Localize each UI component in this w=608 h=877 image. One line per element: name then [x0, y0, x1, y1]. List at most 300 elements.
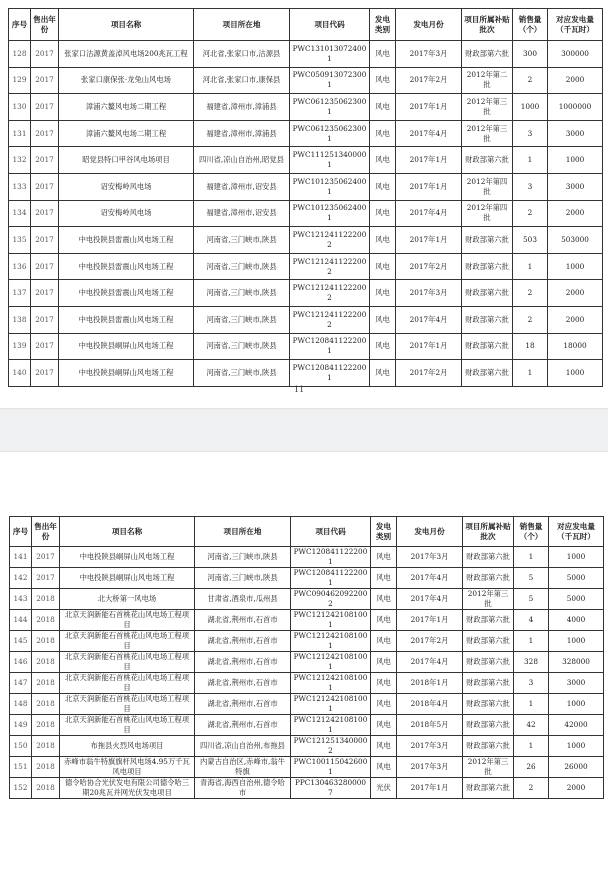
cell-location: 河南省,三门峡市,陕县: [195, 547, 291, 568]
cell-project-code: PWC1212411222002: [290, 253, 370, 280]
table-row: [10, 778, 604, 799]
cell-type: 风电: [371, 694, 397, 715]
cell-year: 2017: [31, 147, 59, 174]
cell-energy: 3000: [548, 120, 603, 147]
cell-serial: 132: [9, 147, 31, 174]
cell-batch: 财政部第六批: [463, 568, 514, 589]
cell-batch: 财政部第六批: [462, 360, 513, 387]
cell-serial: 144: [10, 610, 32, 631]
cell-serial: 129: [9, 67, 31, 94]
table-row: [9, 120, 603, 147]
cell-project-code: PWC0612350623001: [290, 120, 370, 147]
cell-year: 2018: [32, 589, 60, 610]
cell-type: 风电: [370, 227, 396, 254]
cell-project-name: 中电投陕县峒屏山风电场工程: [60, 568, 195, 589]
cell-type: 风电: [371, 736, 397, 757]
cell-quantity: 2: [513, 200, 548, 227]
cell-batch: 财政部第六批: [462, 306, 513, 333]
cell-location: 四川省,凉山自治州,昭觉县: [194, 147, 290, 174]
cell-type: 风电: [370, 360, 396, 387]
cell-quantity: 3: [513, 173, 548, 200]
cell-quantity: 503: [513, 227, 548, 254]
header-energy: 对应发电量（千瓦时）: [549, 517, 604, 547]
cell-project-name: 中电投陕县雷震山风电场工程: [59, 306, 194, 333]
header-location: 项目所在地: [195, 517, 291, 547]
cell-year: 2018: [32, 778, 60, 799]
cell-month: 2017年3月: [396, 41, 462, 68]
cell-quantity: 4: [514, 610, 549, 631]
cell-quantity: 3: [513, 120, 548, 147]
cell-location: 湖北省,荆州市,石首市: [195, 673, 291, 694]
cell-energy: 2000: [548, 200, 603, 227]
cell-energy: 5000: [549, 568, 604, 589]
table-row: [9, 200, 603, 227]
cell-batch: 2012年第三批: [462, 120, 513, 147]
cell-project-code: PWC1212421081001: [291, 652, 371, 673]
cell-project-name: 昭觉县特口甲谷风电场项目: [59, 147, 194, 174]
cell-energy: 1000: [549, 547, 604, 568]
cell-quantity: 1: [514, 694, 549, 715]
cell-serial: 148: [10, 694, 32, 715]
cell-location: 河南省,三门峡市,陕县: [194, 333, 290, 360]
cell-energy: 503000: [548, 227, 603, 254]
cell-year: 2017: [31, 67, 59, 94]
table-row: [9, 280, 603, 307]
cell-serial: 128: [9, 41, 31, 68]
header-type: 发电类别: [370, 9, 396, 41]
cell-location: 湖北省,荆州市,石首市: [195, 631, 291, 652]
cell-location: 河北省,张家口市,康保县: [194, 67, 290, 94]
cell-location: 湖北省,荆州市,石首市: [195, 715, 291, 736]
cell-type: 风电: [370, 280, 396, 307]
cell-project-code: PWC1212421081001: [291, 631, 371, 652]
cell-serial: 149: [10, 715, 32, 736]
cell-project-name: 北京天润新能石首桃花山风电场工程项目: [60, 610, 195, 631]
cell-serial: 138: [9, 306, 31, 333]
cell-project-name: 中电投陕县雷震山风电场工程: [59, 227, 194, 254]
cell-location: 河南省,三门峡市,陕县: [194, 360, 290, 387]
cell-year: 2018: [32, 631, 60, 652]
cell-year: 2018: [32, 652, 60, 673]
cell-batch: 财政部第六批: [463, 715, 514, 736]
cell-batch: 财政部第六批: [463, 673, 514, 694]
cell-year: 2017: [31, 200, 59, 227]
cell-type: 风电: [370, 120, 396, 147]
cell-type: 风电: [371, 715, 397, 736]
cell-energy: 26000: [549, 757, 604, 778]
cell-month: 2017年4月: [396, 306, 462, 333]
cell-project-name: 张家口沽源黄盖淖风电场200兆瓦工程: [59, 41, 194, 68]
cell-project-name: 北京天润新能石首桃花山风电场工程项目: [60, 694, 195, 715]
cell-batch: 2012年第二批: [462, 67, 513, 94]
table-row: [9, 360, 603, 387]
cell-location: 福建省,漳州市,诏安县: [194, 173, 290, 200]
table-row: [10, 673, 604, 694]
cell-month: 2017年3月: [397, 757, 463, 778]
cell-type: 风电: [371, 568, 397, 589]
cell-project-code: PWC0509130723001: [290, 67, 370, 94]
cell-type: 风电: [371, 673, 397, 694]
cell-energy: 2000: [548, 67, 603, 94]
subsidy-table-page-2: [9, 516, 604, 799]
cell-serial: 152: [10, 778, 32, 799]
cell-type: 风电: [370, 41, 396, 68]
table-row: [10, 694, 604, 715]
cell-quantity: 1: [514, 547, 549, 568]
cell-batch: 财政部第六批: [462, 147, 513, 174]
cell-project-code: PWC1310130724001: [290, 41, 370, 68]
cell-project-name: 中电投陕县雷震山风电场工程: [59, 253, 194, 280]
cell-quantity: 2: [513, 280, 548, 307]
table-row: [9, 147, 603, 174]
cell-batch: 财政部第六批: [462, 41, 513, 68]
cell-month: 2017年1月: [396, 147, 462, 174]
cell-month: 2017年2月: [397, 631, 463, 652]
cell-month: 2017年4月: [396, 120, 462, 147]
cell-type: 风电: [370, 173, 396, 200]
cell-energy: 2000: [548, 280, 603, 307]
cell-location: 湖北省,荆州市,石首市: [195, 694, 291, 715]
cell-batch: 财政部第六批: [462, 227, 513, 254]
cell-energy: 1000: [548, 360, 603, 387]
cell-project-code: PWC1212411222002: [290, 227, 370, 254]
cell-energy: 18000: [548, 333, 603, 360]
table-row: [10, 715, 604, 736]
cell-project-code: PPC1304632800007: [291, 778, 371, 799]
cell-batch: 2012年第四批: [462, 200, 513, 227]
cell-energy: 3000: [548, 173, 603, 200]
header-location: 项目所在地: [194, 9, 290, 41]
cell-batch: 财政部第六批: [463, 631, 514, 652]
table-row: [10, 547, 604, 568]
cell-quantity: 18: [513, 333, 548, 360]
cell-project-name: 北京天润新能石首桃花山风电场工程项目: [60, 652, 195, 673]
cell-month: 2017年1月: [396, 227, 462, 254]
table-header-row: [9, 9, 603, 41]
cell-quantity: 1: [513, 253, 548, 280]
cell-serial: 130: [9, 94, 31, 121]
cell-batch: 财政部第六批: [463, 652, 514, 673]
cell-year: 2018: [32, 694, 60, 715]
cell-batch: 财政部第六批: [463, 547, 514, 568]
cell-month: 2018年1月: [397, 673, 463, 694]
cell-quantity: 5: [514, 568, 549, 589]
cell-year: 2018: [32, 610, 60, 631]
cell-location: 河南省,三门峡市,陕县: [194, 253, 290, 280]
table-row: [9, 67, 603, 94]
table-row: [10, 631, 604, 652]
cell-month: 2017年2月: [396, 253, 462, 280]
cell-year: 2017: [31, 360, 59, 387]
cell-type: 风电: [370, 94, 396, 121]
cell-type: 风电: [371, 757, 397, 778]
cell-serial: 143: [10, 589, 32, 610]
cell-location: 福建省,漳州市,漳浦县: [194, 120, 290, 147]
cell-location: 内蒙古自治区,赤峰市,翁牛特旗: [195, 757, 291, 778]
cell-location: 福建省,漳州市,漳浦县: [194, 94, 290, 121]
cell-serial: 131: [9, 120, 31, 147]
header-batch: 项目所属补贴批次: [462, 9, 513, 41]
cell-project-name: 布拖县火烈风电场项目: [60, 736, 195, 757]
cell-location: 湖北省,荆州市,石首市: [195, 652, 291, 673]
cell-batch: 财政部第六批: [462, 280, 513, 307]
cell-year: 2017: [31, 41, 59, 68]
cell-serial: 146: [10, 652, 32, 673]
table-row: [9, 333, 603, 360]
cell-year: 2018: [32, 757, 60, 778]
cell-type: 风电: [370, 67, 396, 94]
table-header-row: [10, 517, 604, 547]
header-serial: 序号: [9, 9, 31, 41]
cell-batch: 2012年第三批: [462, 94, 513, 121]
cell-project-code: PWC1208411222001: [290, 360, 370, 387]
cell-project-name: 北京天润新能石首桃花山风电场工程项目: [60, 673, 195, 694]
cell-month: 2018年4月: [397, 694, 463, 715]
header-serial: 序号: [10, 517, 32, 547]
cell-year: 2017: [32, 568, 60, 589]
header-project-code: 项目代码: [290, 9, 370, 41]
table-row: [10, 589, 604, 610]
cell-energy: 3000: [549, 673, 604, 694]
cell-location: 青海省,海西自治州,德令哈市: [195, 778, 291, 799]
cell-month: 2017年3月: [397, 547, 463, 568]
cell-batch: 2012年第三批: [463, 589, 514, 610]
header-project-code: 项目代码: [291, 517, 371, 547]
cell-batch: 财政部第六批: [463, 610, 514, 631]
cell-energy: 2000: [549, 778, 604, 799]
cell-energy: 5000: [549, 589, 604, 610]
cell-energy: 4000: [549, 610, 604, 631]
cell-quantity: 1000: [513, 94, 548, 121]
table-row: [9, 227, 603, 254]
cell-quantity: 3: [514, 673, 549, 694]
cell-project-code: PWC1212421081001: [291, 715, 371, 736]
cell-month: 2017年1月: [397, 778, 463, 799]
cell-batch: 财政部第六批: [462, 333, 513, 360]
cell-month: 2017年1月: [396, 173, 462, 200]
cell-serial: 141: [10, 547, 32, 568]
cell-location: 福建省,漳州市,诏安县: [194, 200, 290, 227]
cell-year: 2017: [31, 253, 59, 280]
cell-quantity: 1: [514, 736, 549, 757]
table-row: [9, 173, 603, 200]
cell-batch: 财政部第六批: [462, 253, 513, 280]
cell-serial: 140: [9, 360, 31, 387]
subsidy-table-page-1: [8, 8, 603, 387]
cell-batch: 2012年第三批: [463, 757, 514, 778]
table-row: [10, 610, 604, 631]
header-quantity: 销售量（个）: [513, 9, 548, 41]
cell-location: 河南省,三门峡市,陕县: [194, 306, 290, 333]
cell-month: 2017年1月: [396, 94, 462, 121]
cell-serial: 139: [9, 333, 31, 360]
header-batch: 项目所属补贴批次: [463, 517, 514, 547]
cell-quantity: 1: [513, 360, 548, 387]
cell-year: 2017: [32, 547, 60, 568]
cell-year: 2017: [31, 120, 59, 147]
cell-month: 2018年5月: [397, 715, 463, 736]
cell-project-name: 德令哈协合光伏发电有限公司德令哈三期20兆瓦并网光伏发电项目: [60, 778, 195, 799]
cell-project-name: 漳浦六鳌风电场二期工程: [59, 94, 194, 121]
cell-location: 河北省,张家口市,沽源县: [194, 41, 290, 68]
cell-year: 2017: [31, 173, 59, 200]
cell-month: 2017年3月: [397, 736, 463, 757]
cell-month: 2017年1月: [396, 333, 462, 360]
cell-project-code: PWC1212513400002: [291, 736, 371, 757]
cell-energy: 1000: [548, 147, 603, 174]
cell-project-code: PWC0612350623001: [290, 94, 370, 121]
cell-project-code: PWC1212411222002: [290, 280, 370, 307]
cell-type: 风电: [371, 589, 397, 610]
cell-project-name: 北大桥第一风电场: [60, 589, 195, 610]
cell-energy: 1000: [548, 253, 603, 280]
cell-quantity: 42: [514, 715, 549, 736]
cell-quantity: 2: [513, 306, 548, 333]
cell-serial: 137: [9, 280, 31, 307]
cell-quantity: 328: [514, 652, 549, 673]
cell-energy: 1000000: [548, 94, 603, 121]
table-row: [9, 306, 603, 333]
cell-project-name: 张家口康保张·龙兔山风电场: [59, 67, 194, 94]
cell-quantity: 2: [514, 778, 549, 799]
cell-project-code: PWC1001150426001: [291, 757, 371, 778]
table-row: [9, 94, 603, 121]
cell-project-name: 中电投陕县峒屏山风电场工程: [59, 333, 194, 360]
cell-year: 2017: [31, 306, 59, 333]
document-page-1: [0, 0, 608, 408]
cell-project-name: 中电投陕县峒屏山风电场工程: [60, 547, 195, 568]
header-type: 发电类别: [371, 517, 397, 547]
cell-energy: 328000: [549, 652, 604, 673]
cell-type: 风电: [370, 147, 396, 174]
cell-quantity: 2: [513, 67, 548, 94]
header-month: 发电月份: [396, 9, 462, 41]
cell-year: 2018: [32, 673, 60, 694]
cell-type: 风电: [371, 652, 397, 673]
cell-project-name: 诏安梅岭风电场: [59, 173, 194, 200]
cell-month: 2017年4月: [397, 589, 463, 610]
cell-location: 四川省,凉山自治州,布拖县: [195, 736, 291, 757]
cell-batch: 2012年第四批: [462, 173, 513, 200]
cell-month: 2017年4月: [397, 568, 463, 589]
cell-type: 风电: [371, 631, 397, 652]
table-row: [9, 41, 603, 68]
cell-type: 风电: [370, 253, 396, 280]
table-row: [10, 568, 604, 589]
cell-project-name: 中电投陕县雷震山风电场工程: [59, 280, 194, 307]
cell-month: 2017年2月: [396, 360, 462, 387]
cell-location: 河南省,三门峡市,陕县: [194, 227, 290, 254]
cell-year: 2018: [32, 715, 60, 736]
cell-quantity: 5: [514, 589, 549, 610]
cell-serial: 145: [10, 631, 32, 652]
table-row: [9, 253, 603, 280]
table-row: [10, 652, 604, 673]
cell-month: 2017年4月: [397, 652, 463, 673]
cell-project-code: PWC1208411222001: [291, 568, 371, 589]
cell-year: 2017: [31, 333, 59, 360]
cell-project-name: 北京天润新能石首桃花山风电场工程项目: [60, 715, 195, 736]
cell-project-name: 诏安梅岭风电场: [59, 200, 194, 227]
cell-project-code: PWC1012350624001: [290, 173, 370, 200]
cell-serial: 135: [9, 227, 31, 254]
cell-batch: 财政部第六批: [463, 694, 514, 715]
cell-quantity: 26: [514, 757, 549, 778]
cell-project-name: 北京天润新能石首桃花山风电场工程项目: [60, 631, 195, 652]
cell-type: 风电: [370, 306, 396, 333]
cell-energy: 300000: [548, 41, 603, 68]
cell-serial: 151: [10, 757, 32, 778]
cell-project-name: 赤峰市翁牛特旗旗杆风电场4.95万千瓦风电项目: [60, 757, 195, 778]
table-body: [9, 41, 603, 387]
cell-quantity: 1: [513, 147, 548, 174]
cell-location: 河南省,三门峡市,陕县: [194, 280, 290, 307]
cell-project-code: PWC1212421081001: [291, 694, 371, 715]
cell-location: 河南省,三门峡市,陕县: [195, 568, 291, 589]
cell-month: 2017年3月: [396, 280, 462, 307]
cell-project-code: PWC1012350624001: [290, 200, 370, 227]
cell-serial: 136: [9, 253, 31, 280]
cell-location: 甘肃省,酒泉市,瓜州县: [195, 589, 291, 610]
table-body: [10, 547, 604, 799]
cell-project-code: PWC1212421081001: [291, 673, 371, 694]
header-quantity: 销售量（个）: [514, 517, 549, 547]
cell-energy: 1000: [549, 631, 604, 652]
cell-serial: 133: [9, 173, 31, 200]
header-project-name: 项目名称: [59, 9, 194, 41]
cell-quantity: 300: [513, 41, 548, 68]
cell-month: 2017年1月: [397, 610, 463, 631]
cell-type: 风电: [371, 610, 397, 631]
header-year: 售出年份: [31, 9, 59, 41]
cell-project-code: PWC1208411222001: [290, 333, 370, 360]
cell-type: 风电: [371, 547, 397, 568]
cell-serial: 150: [10, 736, 32, 757]
cell-batch: 财政部第六批: [463, 736, 514, 757]
cell-project-code: PWC1208411222001: [291, 547, 371, 568]
cell-energy: 1000: [549, 694, 604, 715]
cell-type: 风电: [370, 200, 396, 227]
cell-project-name: 漳浦六鳌风电场二期工程: [59, 120, 194, 147]
cell-energy: 42000: [549, 715, 604, 736]
cell-project-code: PWC0904620922002: [291, 589, 371, 610]
header-month: 发电月份: [397, 517, 463, 547]
cell-type: 风电: [370, 333, 396, 360]
cell-location: 湖北省,荆州市,石首市: [195, 610, 291, 631]
cell-month: 2017年2月: [396, 67, 462, 94]
page-number: 11: [294, 385, 305, 394]
cell-type: 光伏: [371, 778, 397, 799]
cell-year: 2017: [31, 227, 59, 254]
header-energy: 对应发电量（千瓦时）: [548, 9, 603, 41]
header-year: 售出年份: [32, 517, 60, 547]
table-row: [10, 736, 604, 757]
cell-serial: 147: [10, 673, 32, 694]
cell-energy: 1000: [549, 736, 604, 757]
cell-energy: 2000: [548, 306, 603, 333]
cell-project-name: 中电投陕县峒屏山风电场工程: [59, 360, 194, 387]
table-row: [10, 757, 604, 778]
cell-month: 2017年4月: [396, 200, 462, 227]
cell-project-code: PWC1212411222002: [290, 306, 370, 333]
cell-year: 2017: [31, 94, 59, 121]
cell-quantity: 1: [514, 631, 549, 652]
cell-year: 2017: [31, 280, 59, 307]
cell-project-code: PWC1212421081001: [291, 610, 371, 631]
cell-serial: 142: [10, 568, 32, 589]
cell-serial: 134: [9, 200, 31, 227]
cell-batch: 财政部第六批: [463, 778, 514, 799]
